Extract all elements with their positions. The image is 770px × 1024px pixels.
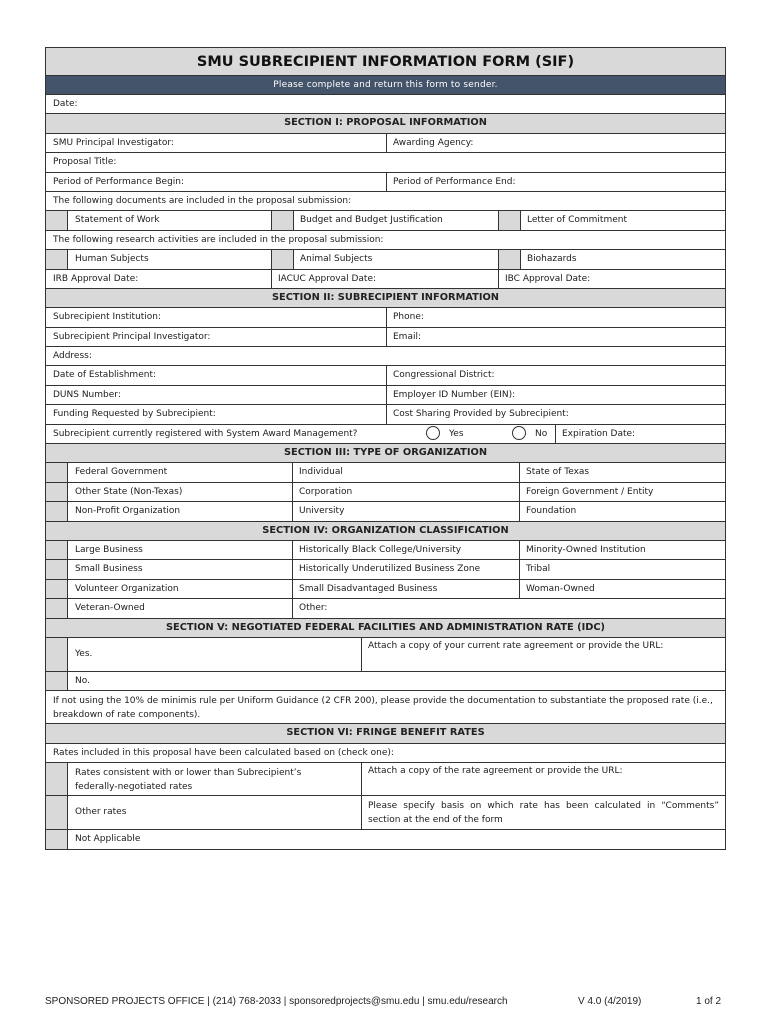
section-1-heading: SECTION I: PROPOSAL INFORMATION: [45, 114, 726, 133]
classification-option: Woman-Owned: [526, 583, 595, 594]
checkbox-human-subjects[interactable]: [46, 250, 68, 268]
sam-yes-label: Yes: [449, 428, 464, 439]
checkbox-veteran-owned[interactable]: [46, 599, 68, 617]
form-subtitle: Please complete and return this form to sender.: [45, 76, 726, 95]
funding-requested-field[interactable]: Funding Requested by Subrecipient:: [53, 409, 216, 420]
activities-intro: The following research activities are included in the proposal submission:: [53, 234, 384, 245]
classification-option: Large Business: [75, 544, 143, 555]
ein-field[interactable]: Employer ID Number (EIN):: [393, 389, 516, 400]
option-biohazards: Biohazards: [527, 254, 577, 265]
radio-sam-no[interactable]: [512, 426, 526, 440]
org-type-option: State of Texas: [526, 467, 590, 478]
org-type-option: Foundation: [526, 506, 577, 517]
org-type-option: University: [299, 506, 345, 517]
date-label: Date:: [53, 99, 78, 109]
smu-pi-field[interactable]: SMU Principal Investigator:: [53, 137, 174, 148]
checkbox-volunteer-organization[interactable]: [46, 580, 68, 598]
checkbox-federal-government[interactable]: [46, 463, 68, 481]
classification-option: Minority-Owned Institution: [526, 544, 646, 555]
checkbox-letter-of-commitment[interactable]: [499, 211, 520, 229]
idc-no-label: No.: [75, 675, 90, 686]
idc-attach-url-field[interactable]: Attach a copy of your current rate agreement or provide the URL:: [368, 640, 664, 651]
checkbox-statement-of-work[interactable]: [46, 211, 68, 229]
subrecipient-form: [45, 47, 726, 850]
checkbox-non-profit[interactable]: [46, 502, 68, 520]
proposal-title-field[interactable]: Proposal Title:: [53, 157, 117, 168]
checkbox-other-rates[interactable]: [46, 796, 68, 829]
other-rates-label: Other rates: [75, 807, 127, 818]
option-budget-justification: Budget and Budget Justification: [300, 215, 443, 226]
org-type-option: Non-Profit Organization: [75, 506, 181, 517]
classification-option: Small Business: [75, 564, 143, 575]
checkbox-other-state[interactable]: [46, 483, 68, 501]
classification-option: Historically Black College/University: [299, 544, 462, 555]
checkbox-idc-no[interactable]: [46, 672, 68, 690]
de-minimis-text: If not using the 10% de minimis rule per Uniform Guidance (2 CFR 200), please provide the documentation to substantiate the proposed rate (i.e., breakdown of rate components).: [53, 696, 713, 721]
email-field[interactable]: Email:: [393, 331, 422, 342]
footer-version: V 4.0 (4/2019): [578, 996, 642, 1007]
footer-page-number: 1 of 2: [696, 996, 722, 1007]
classification-option: Veteran-Owned: [75, 603, 145, 614]
footer-office-info: SPONSORED PROJECTS OFFICE | (214) 768-2033 | sponsoredprojects@smu.edu | smu.edu/research: [45, 996, 508, 1007]
date-of-establishment-field[interactable]: Date of Establishment:: [53, 370, 157, 381]
section-4-heading: SECTION IV: ORGANIZATION CLASSIFICATION: [45, 522, 726, 541]
checkbox-large-business[interactable]: [46, 541, 68, 559]
option-animal-subjects: Animal Subjects: [300, 254, 373, 265]
not-applicable-label: Not Applicable: [75, 834, 141, 845]
expiration-date-field[interactable]: Expiration Date:: [562, 428, 636, 439]
sam-question: Subrecipient currently registered with System Award Management?: [53, 428, 358, 439]
duns-number-field[interactable]: DUNS Number:: [53, 389, 121, 400]
radio-sam-yes[interactable]: [426, 426, 440, 440]
checkbox-small-business[interactable]: [46, 560, 68, 578]
cost-sharing-field[interactable]: Cost Sharing Provided by Subrecipient:: [393, 409, 569, 420]
congressional-district-field[interactable]: Congressional District:: [393, 370, 495, 381]
option-statement-of-work: Statement of Work: [75, 215, 160, 226]
checkbox-biohazards[interactable]: [499, 250, 520, 268]
subrecipient-pi-field[interactable]: Subrecipient Principal Investigator:: [53, 331, 211, 342]
checkbox-budget[interactable]: [272, 211, 293, 229]
sam-no-label: No: [535, 428, 548, 439]
classification-option: Volunteer Organization: [75, 583, 179, 594]
consistent-rates-label: Rates consistent with or lower than Subrecipient’s federally-negotiated rates: [75, 768, 302, 793]
pop-end-field[interactable]: Period of Performance End:: [393, 176, 516, 187]
checkbox-animal-subjects[interactable]: [272, 250, 293, 268]
classification-option: Small Disadvantaged Business: [299, 583, 438, 594]
checkbox-idc-yes[interactable]: [46, 638, 68, 671]
section-5-heading: SECTION V: NEGOTIATED FEDERAL FACILITIES AND ADMINISTRATION RATE (IDC): [45, 619, 726, 638]
address-field[interactable]: Address:: [53, 351, 92, 362]
section-3-heading: SECTION III: TYPE OF ORGANIZATION: [45, 444, 726, 463]
section-2-heading: SECTION II: SUBRECIPIENT INFORMATION: [45, 289, 726, 308]
phone-field[interactable]: Phone:: [393, 312, 424, 323]
classification-option: Historically Underutilized Business Zone: [299, 564, 481, 575]
specify-basis-text: Please specify basis on which rate has been calculated in “Comments” section at the end of the form: [368, 801, 719, 826]
org-type-option: Corporation: [299, 486, 353, 497]
org-type-option: Foreign Government / Entity: [526, 486, 654, 497]
awarding-agency-field[interactable]: Awarding Agency:: [393, 137, 474, 148]
fringe-intro: Rates included in this proposal have been calculated based on (check one):: [53, 747, 394, 758]
org-type-option: Individual: [299, 467, 343, 478]
org-type-option: Federal Government: [75, 467, 168, 478]
checkbox-consistent-rates[interactable]: [46, 763, 68, 795]
iacuc-date-field[interactable]: IACUC Approval Date:: [278, 273, 377, 284]
org-type-option: Other State (Non-Texas): [75, 486, 183, 497]
other-classification-field[interactable]: Other:: [299, 603, 328, 614]
section-6-heading: SECTION VI: FRINGE BENEFIT RATES: [45, 724, 726, 743]
irb-date-field[interactable]: IRB Approval Date:: [53, 273, 139, 284]
checkbox-not-applicable[interactable]: [46, 830, 68, 849]
form-title: SMU SUBRECIPIENT INFORMATION FORM (SIF): [45, 47, 726, 76]
documents-intro: The following documents are included in the proposal submission:: [53, 195, 352, 206]
fringe-attach-url-field[interactable]: Attach a copy of the rate agreement or provide the URL:: [368, 766, 623, 777]
idc-yes-label: Yes.: [75, 648, 93, 659]
classification-option: Tribal: [526, 564, 551, 575]
option-human-subjects: Human Subjects: [75, 254, 149, 265]
pop-begin-field[interactable]: Period of Performance Begin:: [53, 176, 185, 187]
ibc-date-field[interactable]: IBC Approval Date:: [505, 273, 591, 284]
subrecipient-institution-field[interactable]: Subrecipient Institution:: [53, 312, 162, 323]
date-field[interactable]: [45, 95, 726, 114]
option-letter-of-commitment: Letter of Commitment: [527, 215, 627, 226]
